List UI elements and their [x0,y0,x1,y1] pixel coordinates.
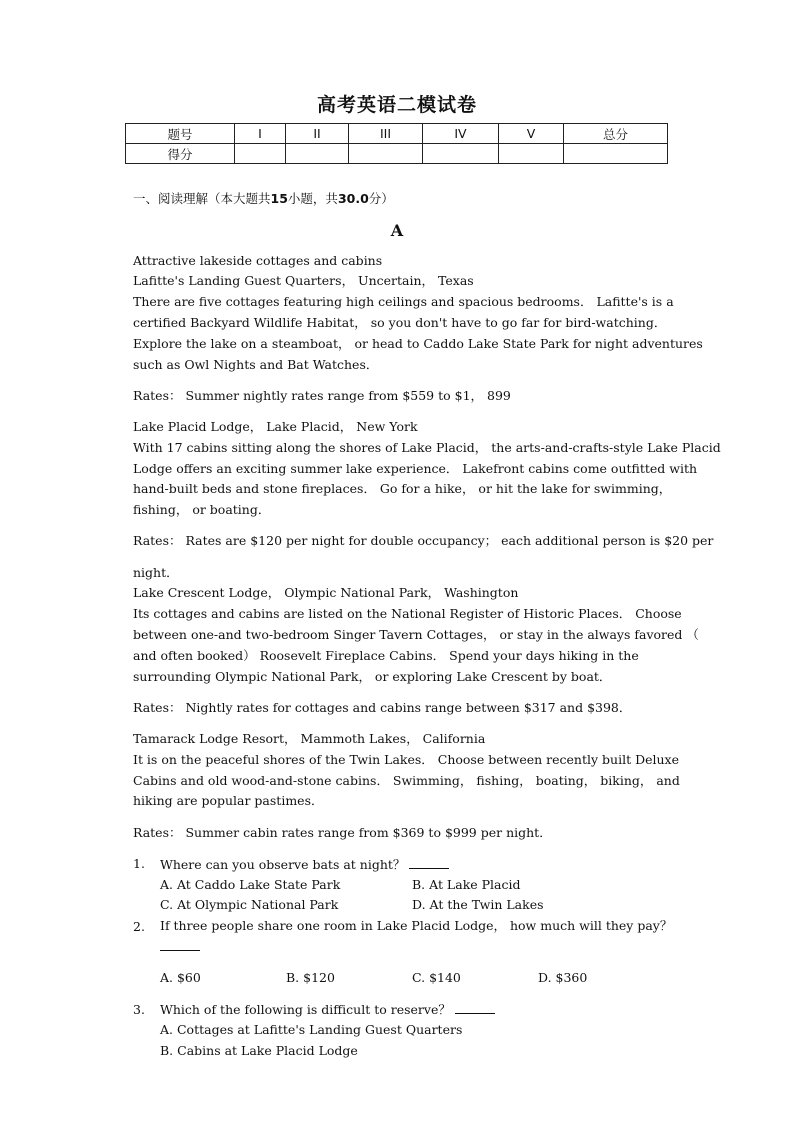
question-stem: Which of the following is difficult to reserve？ [160,1002,451,1017]
passage-line: With 17 cabins sitting along the shores of Lake Placid， the arts-and-crafts-style Lake Placid [133,440,721,455]
answer-blank [409,856,449,869]
passage-line: It is on the peaceful shores of the Twin Lakes． Choose between recently built Deluxe [133,752,679,767]
section-suffix: 分） [368,191,394,206]
passage-line: Lake Placid Lodge， Lake Placid， New York [133,419,418,434]
section-mid: 小题，共 [287,191,338,206]
score-table [125,123,668,164]
score-cell [499,144,564,164]
answer-blank [160,938,200,951]
passage-line: Lodge offers an exciting summer lake experience． Lakefront cabins come outfitted with [133,461,698,476]
score-cell [286,144,349,164]
passage-line: Rates： Summer nightly rates range from $559 to $1， 899 [133,388,511,403]
question-text [160,1001,495,1018]
score-table-header-cell: IV [423,124,499,144]
question-number: 3. [133,1002,145,1017]
answer-option: D. At the Twin Lakes [412,897,544,912]
answer-option: A. $60 [160,970,201,985]
passage-line: There are five cottages featuring high ceilings and spacious bedrooms． Lafitte's is a [133,294,674,309]
passage-line: Lafitte's Landing Guest Quarters， Uncertain， Texas [133,273,474,288]
answer-option: C. At Olympic National Park [160,897,339,912]
passage-line: between one-and two-bedroom Singer Tavern Cottages， or stay in the always favored （ [133,627,699,642]
passage-line: Tamarack Lodge Resort， Mammoth Lakes， California [133,731,486,746]
section-heading [133,189,394,207]
passage-line: Lake Crescent Lodge， Olympic National Park， Washington [133,585,519,600]
score-table-header-row [126,124,668,144]
answer-option: B. $120 [286,970,335,985]
passage-line: night． [133,565,179,580]
section-points: 30.0 [337,191,369,206]
answer-option: B. At Lake Placid [412,877,521,892]
passage-line: Attractive lakeside cottages and cabins [133,253,383,268]
section-count: 15 [270,191,288,206]
question-text [160,938,200,955]
passage-line: and often booked） Roosevelt Fireplace Cabins． Spend your days hiking in the [133,648,639,663]
question-stem: If three people share one room in Lake Placid Lodge， how much will they pay？ [160,918,673,933]
answer-option: B. Cabins at Lake Placid Lodge [160,1043,358,1058]
passage-line: surrounding Olympic National Park， or exploring Lake Crescent by boat． [133,669,612,684]
score-table-header-cell: II [286,124,349,144]
answer-option: A. At Caddo Lake State Park [160,877,341,892]
passage-line: Cabins and old wood-and-stone cabins． Swimming， fishing， boating， biking， and [133,773,680,788]
score-table-score-row [126,144,668,164]
passage-line: Rates： Summer cabin rates range from $369 to $999 per night． [133,825,552,840]
score-cell [423,144,499,164]
passage-line: fishing， or boating． [133,502,271,517]
passage-line: such as Owl Nights and Bat Watches． [133,357,379,372]
passage-line: Its cottages and cabins are listed on the National Register of Historic Places． Choose [133,606,682,621]
answer-option: A. Cottages at Lafitte's Landing Guest Quarters [160,1022,463,1037]
question-number: 1. [133,856,145,871]
answer-option: C. $140 [412,970,461,985]
answer-blank [455,1001,495,1014]
score-table-header-cell: I [235,124,286,144]
section-prefix: 一、阅读理解（本大题共 [133,191,271,206]
score-cell [235,144,286,164]
passage-line: hand-built beds and stone fireplaces． Go for a hike， or hit the lake for swimming， [133,481,672,496]
passage-line: Explore the lake on a steamboat， or head to Caddo Lake State Park for night adventures [133,336,703,351]
passage-line: certified Backyard Wildlife Habitat， so you don't have to go far for bird-watching． [133,315,667,330]
score-table-header-cell: III [349,124,423,144]
answer-option: D. $360 [538,970,588,985]
passage-line: Rates： Rates are $120 per night for double occupancy； each additional person is $20 per [133,533,714,548]
page-title: 高考英语二模试卷 [316,94,477,116]
score-table-header-cell: 题号 [126,124,235,144]
score-cell [564,144,668,164]
question-text [160,856,449,873]
passage-line: hiking are popular pastimes． [133,793,324,808]
question-stem: Where can you observe bats at night？ [160,857,406,872]
score-cell [349,144,423,164]
score-table-header-cell: 总分 [564,124,668,144]
score-table-header-cell: V [499,124,564,144]
passage-line: Rates： Nightly rates for cottages and cabins range between $317 and $398． [133,700,632,715]
question-number: 2. [133,919,145,934]
score-row-label: 得分 [126,144,235,164]
passage-label: A [390,221,404,240]
